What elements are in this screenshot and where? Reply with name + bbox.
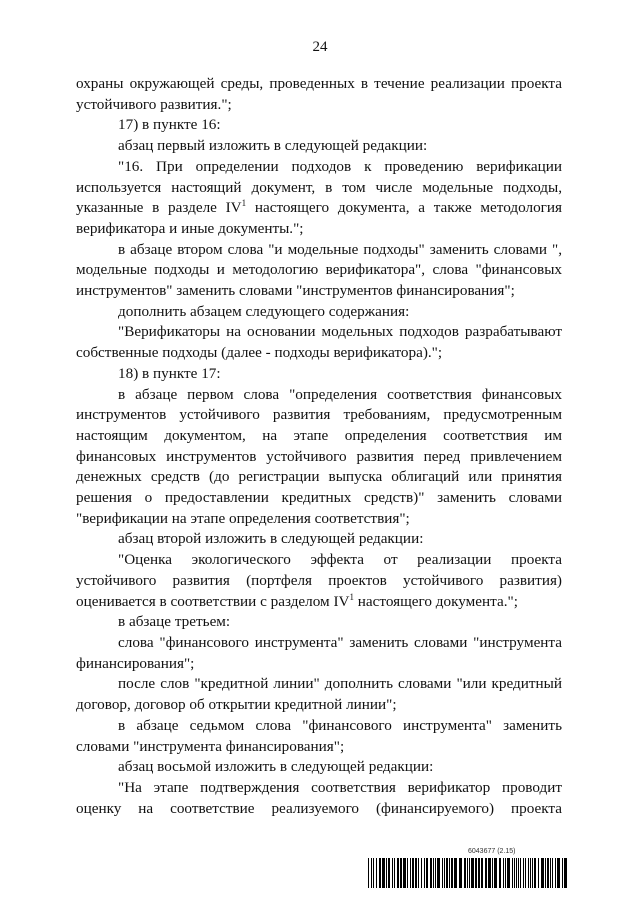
barcode-bar (564, 858, 567, 888)
barcode-bar (430, 858, 432, 888)
barcode-bar (388, 858, 390, 888)
barcode-bar (371, 858, 372, 888)
paragraph-11 (76, 550, 562, 612)
barcode-bar (488, 858, 491, 888)
barcode-bar (392, 858, 393, 888)
barcode-bar (505, 858, 506, 888)
barcode-bar (386, 858, 387, 888)
barcode-bar (518, 858, 519, 888)
page-number: 24 (312, 39, 328, 55)
barcode-bar (525, 858, 526, 888)
paragraph-4 (76, 157, 562, 240)
superscript: 1 (349, 591, 354, 602)
paragraph-8: 18) в пункте 17: (118, 364, 221, 382)
barcode-bar (494, 858, 497, 888)
barcode-bar (471, 858, 474, 888)
barcode-bar (523, 858, 524, 888)
paragraph-1: охраны окружающей среды, проведенных в течение реализации проекта устойчивого развития."; (76, 75, 562, 113)
barcode-bar (516, 858, 517, 888)
barcode-bar (464, 858, 466, 888)
barcode-bar (368, 858, 369, 888)
paragraph-12: в абзаце третьем: (118, 613, 231, 631)
barcode-bar (512, 858, 513, 888)
barcode-bar (530, 858, 531, 888)
barcode-bar (492, 858, 493, 888)
barcode-bar (442, 858, 443, 888)
barcode-bar (541, 858, 544, 888)
barcode-bar (534, 858, 536, 888)
barcode-bar (545, 858, 546, 888)
barcode-bar (397, 858, 399, 888)
paragraph-3: абзац первый изложить в следующей редакции: (118, 137, 428, 155)
paragraph-15: в абзаце седьмом слова "финансового инструмента" заменить словами "инструмента финансирования"; (76, 716, 562, 755)
barcode-bar (394, 858, 395, 888)
paragraph-4-text-end: настоящего документа, а также методология верификатора и иные документы."; (76, 199, 563, 237)
paragraph-4-text: "16. При определении подходов к проведению верификации используется настоящий документ, в том числе модельные подходы, указанные в разделе IV (76, 157, 562, 217)
barcode-bar (550, 858, 551, 888)
barcode-bar (373, 858, 374, 888)
barcode-bar (400, 858, 402, 888)
barcode-bar (538, 858, 539, 888)
barcode-bar (424, 858, 425, 888)
barcode-bar (547, 858, 549, 888)
barcode-bar (435, 858, 436, 888)
barcode-bar (507, 858, 510, 888)
barcode-bar (403, 858, 406, 888)
barcode-bar (552, 858, 553, 888)
barcode-bar (412, 858, 414, 888)
superscript: 1 (241, 198, 247, 209)
barcode-code: 6043677 (2.15) (468, 848, 516, 855)
barcode-bar (449, 858, 450, 888)
paragraph-2: 17) в пункте 16: (118, 116, 221, 134)
paragraph-9: в абзаце первом слова "определения соответствия финансовых инструментов устойчивого развития требованиям, предусмотренным настоящим документом, на этапе определения соответствия им финансовых инструментов устойчивого развития перед привлечением денежных средств (до регистрации выпуска облигаций или принятия решения о предоставлении кредитных средств)" заменить словами "верификации на этапе определения соответствия"; (76, 385, 562, 527)
barcode-bar (478, 858, 480, 888)
barcode-bar (557, 858, 560, 888)
barcode-bar (467, 858, 468, 888)
barcode-bar (437, 858, 440, 888)
barcode-bar (426, 858, 428, 888)
barcode-bar (433, 858, 434, 888)
barcode-bar (562, 858, 563, 888)
barcode-bar (454, 858, 457, 888)
paragraph-5: в абзаце втором слова "и модельные подходы" заменить словами ", модельные подходы и методологию верификатора", слова "финансовых инструментов" заменить словами "инструментов финансирования"; (76, 240, 562, 300)
paragraph-7: "Верификаторы на основании модельных подходов разрабатывают собственные подходы (далее - подходы верификатора)."; (76, 323, 562, 362)
barcode-bar (555, 858, 556, 888)
barcode-bar (503, 858, 504, 888)
barcode-bar (407, 858, 408, 888)
barcode-bar (444, 858, 445, 888)
barcode-bar (415, 858, 417, 888)
barcode-icon (368, 858, 568, 888)
barcode-bar (499, 858, 501, 888)
paragraph-14: после слов "кредитной линии" дополнить словами "или кредитный договор, договор об открытии кредитной линии"; (76, 675, 562, 714)
barcode-bar (410, 858, 411, 888)
barcode-bar (469, 858, 470, 888)
barcode-bar (485, 858, 487, 888)
barcode-bar (379, 858, 381, 888)
paragraph-16: абзац восьмой изложить в следующей редакции: (118, 758, 434, 776)
barcode-bar (451, 858, 453, 888)
barcode-bar (459, 858, 462, 888)
barcode-bar (481, 858, 483, 888)
paragraph-11-text: "Оценка экологического эффекта от реализации проекта устойчивого развития (портфеля проектов устойчивого развития) оценивается в соответствии с разделом IV (76, 551, 562, 610)
paragraph-6: дополнить абзацем следующего содержания: (118, 302, 410, 320)
barcode-bar (532, 858, 533, 888)
barcode-bar (421, 858, 422, 888)
paragraph-17: "На этапе подтверждения соответствия верификатор проводит оценку на соответствие реализуемого (финансируемого) проекта (76, 778, 562, 817)
document-body (76, 74, 562, 819)
barcode-bar (382, 858, 385, 888)
barcode-bar (446, 858, 448, 888)
paragraph-10: абзац второй изложить в следующей редакции: (118, 530, 424, 548)
barcode-bar (418, 858, 419, 888)
barcode (368, 848, 568, 888)
barcode-bar (528, 858, 529, 888)
paragraph-11-text-end: настоящего документа."; (353, 592, 518, 610)
paragraph-13: слова "финансового инструмента" заменить словами "инструмента финансирования"; (76, 633, 562, 672)
barcode-bar (514, 858, 515, 888)
barcode-bar (475, 858, 477, 888)
barcode-bar (376, 858, 377, 888)
barcode-bar (520, 858, 521, 888)
